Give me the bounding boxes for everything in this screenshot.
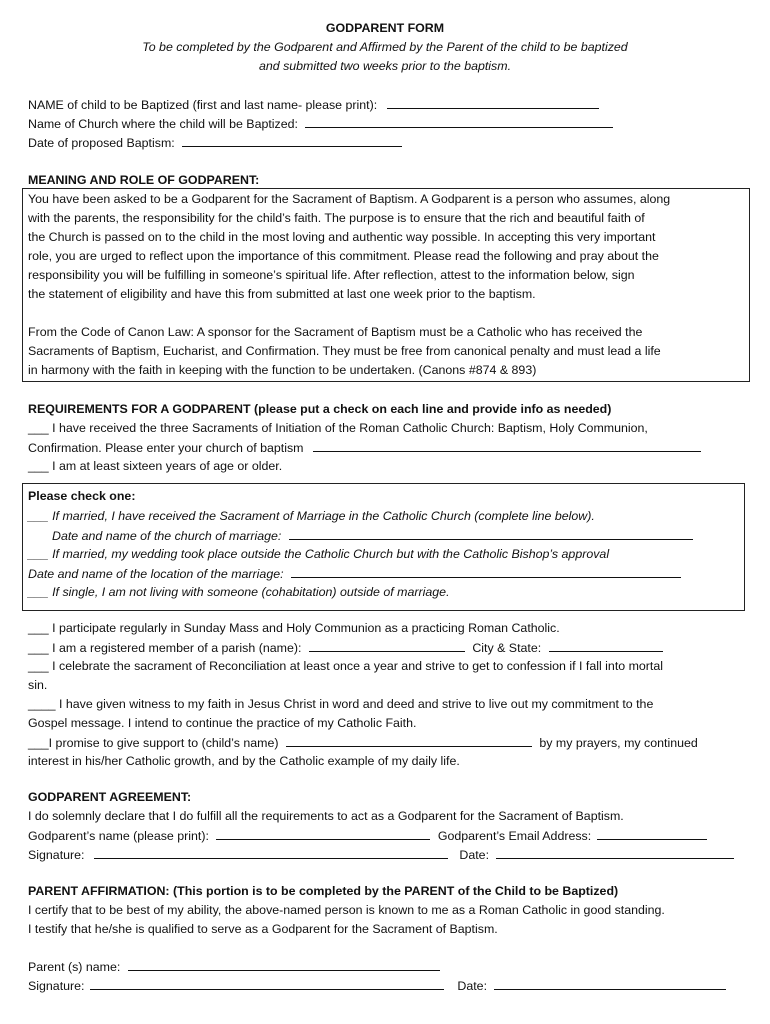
support-tail: by my prayers, my continued — [539, 736, 698, 750]
parish-field[interactable] — [309, 638, 465, 652]
city-state-label: City & State: — [472, 641, 542, 655]
baptism-date-row — [28, 133, 402, 153]
parish-label: ___ I am a registered member of a parish (name): — [28, 641, 302, 655]
reconciliation-line[interactable]: ___ I celebrate the sacrament of Reconciliation at least once a year and strive to get to confession if I fall into mortal — [28, 659, 664, 673]
meaning-p1-line: the statement of eligibility and have this from submitted at last one week prior to the baptism. — [28, 287, 536, 301]
godparent-name-label: Godparent’s name (please print): — [28, 829, 209, 843]
parent-name-row — [28, 957, 440, 977]
godparent-name-row — [28, 826, 707, 846]
req-sacraments-line[interactable]: ___ I have received the three Sacraments of Initiation of the Roman Catholic Church: Baptism, Holy Communion, — [28, 421, 648, 435]
parish-row — [28, 638, 663, 658]
parent-affirmation-line-2: I testify that he/she is qualified to serve as a Godparent for the Sacrament of Baptism. — [28, 922, 498, 936]
support-child-name-field[interactable] — [286, 733, 532, 747]
marriage-church-label: Date and name of the church of marriage: — [52, 529, 282, 543]
godparent-signature-field[interactable] — [94, 845, 448, 859]
canon-law-line: From the Code of Canon Law: A sponsor for the Sacrament of Baptism must be a Catholic who has received the — [28, 325, 643, 339]
marriage-church-row — [52, 526, 693, 546]
witness-line-2: Gospel message. I intend to continue the practice of my Catholic Faith. — [28, 716, 417, 730]
parent-affirmation-heading: PARENT AFFIRMATION: (This portion is to be completed by the PARENT of the Child to be Baptized) — [28, 884, 619, 898]
support-line-2: interest in his/her Catholic growth, and by the Catholic example of my daily life. — [28, 754, 460, 768]
godparent-agreement-heading: GODPARENT AGREEMENT: — [28, 790, 192, 804]
marriage-location-field[interactable] — [291, 564, 681, 578]
church-name-label: Name of Church where the child will be Baptized: — [28, 117, 298, 131]
godparent-signature-label: Signature: — [28, 848, 85, 862]
godparent-signature-row — [28, 845, 734, 865]
check-one-heading: Please check one: — [28, 489, 136, 503]
mass-line[interactable]: ___ I participate regularly in Sunday Mass and Holy Communion as a practicing Roman Catholic. — [28, 621, 560, 635]
meaning-p1-line: responsibility you will be fulfilling in someone’s spiritual life. After reflection, attest to the information below, sign — [28, 268, 635, 282]
godparent-date-field[interactable] — [496, 845, 734, 859]
canon-law-line: Sacraments of Baptism, Eucharist, and Confirmation. They must be free from canonical penalty and must lead a life — [28, 344, 661, 358]
baptism-date-label: Date of proposed Baptism: — [28, 136, 175, 150]
parent-signature-row — [28, 976, 726, 996]
form-title: GODPARENT FORM — [325, 21, 445, 35]
form-subtitle-line-2: and submitted two weeks prior to the baptism. — [258, 59, 512, 73]
godparent-email-field[interactable] — [597, 826, 707, 840]
marriage-church-field[interactable] — [289, 526, 693, 540]
parent-signature-label: Signature: — [28, 979, 85, 993]
church-name-row — [28, 114, 613, 134]
support-row — [28, 733, 698, 753]
reconciliation-line-2: sin. — [28, 678, 48, 692]
godparent-agreement-statement: I do solemnly declare that I do fulfill all the requirements to act as a Godparent for the Sacrament of Baptism. — [28, 809, 624, 823]
church-of-baptism-label: Confirmation. Please enter your church of baptism — [28, 441, 304, 455]
godparent-name-field[interactable] — [216, 826, 430, 840]
church-of-baptism-field[interactable] — [313, 438, 701, 452]
canon-law-line: in harmony with the faith in keeping with the function to be undertaken. (Canons #874 & 893) — [28, 363, 537, 377]
church-name-field[interactable] — [305, 114, 613, 128]
parent-signature-field[interactable] — [90, 976, 444, 990]
meaning-p1-line: You have been asked to be a Godparent for the Sacrament of Baptism. A Godparent is a person who assumes, along — [28, 192, 671, 206]
married-catholic-option[interactable]: ___ If married, I have received the Sacrament of Marriage in the Catholic Church (complete line below). — [28, 509, 595, 523]
parent-name-label: Parent (s) name: — [28, 960, 121, 974]
req-church-of-baptism-row — [28, 438, 701, 458]
form-subtitle-line-1: To be completed by the Godparent and Affirmed by the Parent of the child to be baptized — [142, 40, 628, 54]
support-label[interactable]: ___I promise to give support to (child’s name) — [28, 736, 279, 750]
parent-date-field[interactable] — [494, 976, 726, 990]
city-state-field[interactable] — [549, 638, 663, 652]
godparent-email-label: Godparent’s Email Address: — [437, 829, 592, 843]
meaning-p1-line: the Church is passed on to the child in the most loving and authentic way possible. In accepting this very important — [28, 230, 656, 244]
marriage-location-label: Date and name of the location of the marriage: — [28, 567, 284, 581]
parent-name-field[interactable] — [128, 957, 440, 971]
meaning-p1-line: with the parents, the responsibility for the child’s faith. The purpose is to ensure that the rich and beautiful faith of — [28, 211, 645, 225]
married-outside-option[interactable]: ___ If married, my wedding took place outside the Catholic Church but with the Catholic Bishop’s approval — [28, 547, 610, 561]
parent-affirmation-line-1: I certify that to be best of my ability, the above-named person is known to me as a Roman Catholic in good standing. — [28, 903, 665, 917]
meaning-heading: MEANING AND ROLE OF GODPARENT: — [28, 173, 260, 187]
requirements-heading: REQUIREMENTS FOR A GODPARENT (please put a check on each line and provide info as needed) — [28, 402, 612, 416]
child-name-row — [28, 95, 599, 115]
child-name-label: NAME of child to be Baptized (first and last name- please print): — [28, 98, 378, 112]
marriage-location-row — [28, 564, 681, 584]
godparent-date-label: Date: — [459, 848, 490, 862]
witness-line[interactable]: ____ I have given witness to my faith in Jesus Christ in word and deed and strive to live out my commitment to the — [28, 697, 654, 711]
single-option[interactable]: ___ If single, I am not living with someone (cohabitation) outside of marriage. — [28, 585, 450, 599]
req-age-line[interactable]: ___ I am at least sixteen years of age or older. — [28, 459, 283, 473]
parent-date-label: Date: — [457, 979, 488, 993]
baptism-date-field[interactable] — [182, 133, 402, 147]
meaning-p1-line: role, you are urged to reflect upon the importance of this commitment. Please read the following and pray about the — [28, 249, 659, 263]
child-name-field[interactable] — [387, 95, 599, 109]
